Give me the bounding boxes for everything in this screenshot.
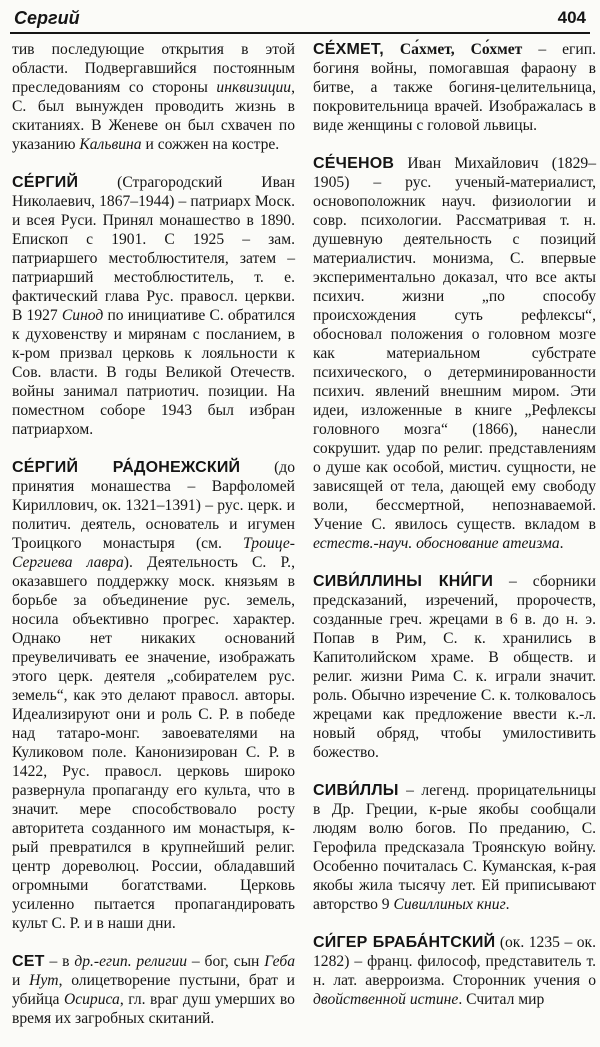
headword: СИ́ГЕР БРАБА́НТСКИЙ [313,934,496,951]
entry-text: СЕ́ЧЕНОВ Иван Михайлович (1829–1905) – рус. ученый-материалист, основоположник науч. физиологии и совр. психологии. Рассматривая т. н. душевную деятельность с позиций материалистич. монизма, С. впервые экспериментально доказал, что все акты психич. жизни „по способу происхождения суть рефлексы“, обосновал положения о головном мозге как материальном субстрате психического, о детерминированности психич. явлений внешним миром. Эти идеи, изложенные в книге „Рефлексы головного мозга“ (1866), нанесли сокрушит. удар по религ. представлениям о душе как особой, мистич. сущности, не зависящей от тела, дающей ему свободу воли, бессмертной, непознаваемой. Учение С. явилось существ. вкладом в естеств.-науч. обоснование атеизма. [313,155,596,552]
entry-text: СИВИ́ЛЛИНЫ КНИ́ГИ – сборники предсказаний, изречений, пророчеств, созданные греч. жрецами в 6 в. до н. э. Попав в Рим, С. к. хранились в Капитолийском храме. В обществ. и религ. жизни Рима С. к. играли значит. роль. Обычно изречение С. к. толковалось жрецами как предложение ввести к.-л. новый обряд, чтобы умилостивить божество. [313,573,596,761]
entry-text: СЕ́РГИЙ (Страгородский Иван Николаевич, 1867–1944) – патриарх Моск. и всея Руси. Принял монашество в 1890. Епископ с 1901. С 1925 – зам. патриаршего местоблюстителя, затем – патриарший местоблюститель, т. е. фактический глава Рус. правосл. церкви. В 1927 Синод по инициативе С. обратился к духовенству и мирянам с посланием, в к-ром призвал церковь к лояльности к Сов. власти. В годы Великой Отечеств. войны занимал патриотич. позиции. На поместном соборе 1943 был избран патриархом. [12,174,295,438]
entry-text: СЕТ – в др.-егип. религии – бог, сын Геба и Нут, олицетворение пустыни, брат и убийца Осириса, гл. враг душ умерших во время их загробных скитаний. [12,953,296,1027]
headword: СЕТ [12,953,45,970]
entry-sergiy [12,173,295,439]
headword: СЕ́ЧЕНОВ [313,155,395,172]
entry-text: СЕ́РГИЙ РА́ДОНЕЖСКИЙ (до принятия монашества – Варфоломей Кириллович, ок. 1321–1391) – рус. церк. и политич. деятель, основатель и игумен Троицкого монастыря (см. Троице-Сергиева лавра). Деятельность С. Р., оказавшего поддержку моск. князьям в борьбе за объединение рус. земель, носила объективно прогрес. характер. Однако нет никаких оснований преувеличивать ее значение, изображать этого церк. деятеля „собирателем рус. земель“, как это делают правосл. авторы. Идеализируют они и роль С. Р. в победе над татаро-монг. завоевателями на Куликовом поле. Канонизирован С. Р. в 1422, Рус. правосл. церковь широко развернула пропаганду его культа, что в значит. мере способствовало росту авторитета созданного им монастыря, к-рый превратился в крупнейший религ. центр дореволюц. России, обладавший огромными богатствами. Церковь усиленно пытается пропагандировать культ С. Р. и в наши дни. [12,459,295,932]
page-header [10,6,590,36]
headword: СИВИ́ЛЛЫ [313,782,399,799]
entry-text: тив последующие открытия в этой области. Подвергавшийся постоянным преследованиям со стороны инквизиции, С. был вынужден проводить жизнь в скитаниях. В Женеве он был схвачен по указанию Кальвина и сожжен на костре. [12,41,295,153]
header-rule [10,32,590,34]
entry-continuation [12,40,295,154]
left-column [12,40,295,1047]
headword: СЕ́ХМЕТ, [313,41,384,58]
alt-names: Са́хмет, Со́хмет [383,41,523,58]
entry-sivilly [313,781,596,914]
entry-text: СЕ́ХМЕТ, Са́хмет, Со́хмет – егип. богиня войны, помогавшая фараону в битве, а также богиня-целительница, покровительница врачей. Изображалась в виде женщины с головой львицы. [313,41,597,134]
headword: СЕ́РГИЙ [12,174,79,191]
entry-sergiy-radonezhsky [12,458,295,933]
headword: СИВИ́ЛЛИНЫ КНИ́ГИ [313,573,494,590]
entry-text: СИ́ГЕР БРАБА́НТСКИЙ (ок. 1235 – ок. 1282) – франц. философ, представитель т. н. лат. аверроизма. Сторонник учения о двойственной истине. Считал мир [313,934,596,1008]
entry-siger [313,933,596,1009]
entry-sekhmet [313,40,596,135]
headword: СЕ́РГИЙ РА́ДОНЕЖСКИЙ [12,459,241,476]
page-number: 404 [557,8,586,27]
right-column [313,40,596,1028]
entry-set [12,952,295,1028]
entry-sechenov [313,154,596,553]
entry-text: СИВИ́ЛЛЫ – легенд. прорицательницы в Др. Греции, к-рые якобы сообщали людям волю богов. По преданию, С. Герофила предсказала Троянскую войну. Особенно почиталась С. Куманская, к-рая якобы жила тысячу лет. Ей приписывают авторство 9 Сивиллиных книг. [313,782,596,913]
entry-sivilliny-knigi [313,572,596,762]
running-title: Сергий [14,8,80,28]
